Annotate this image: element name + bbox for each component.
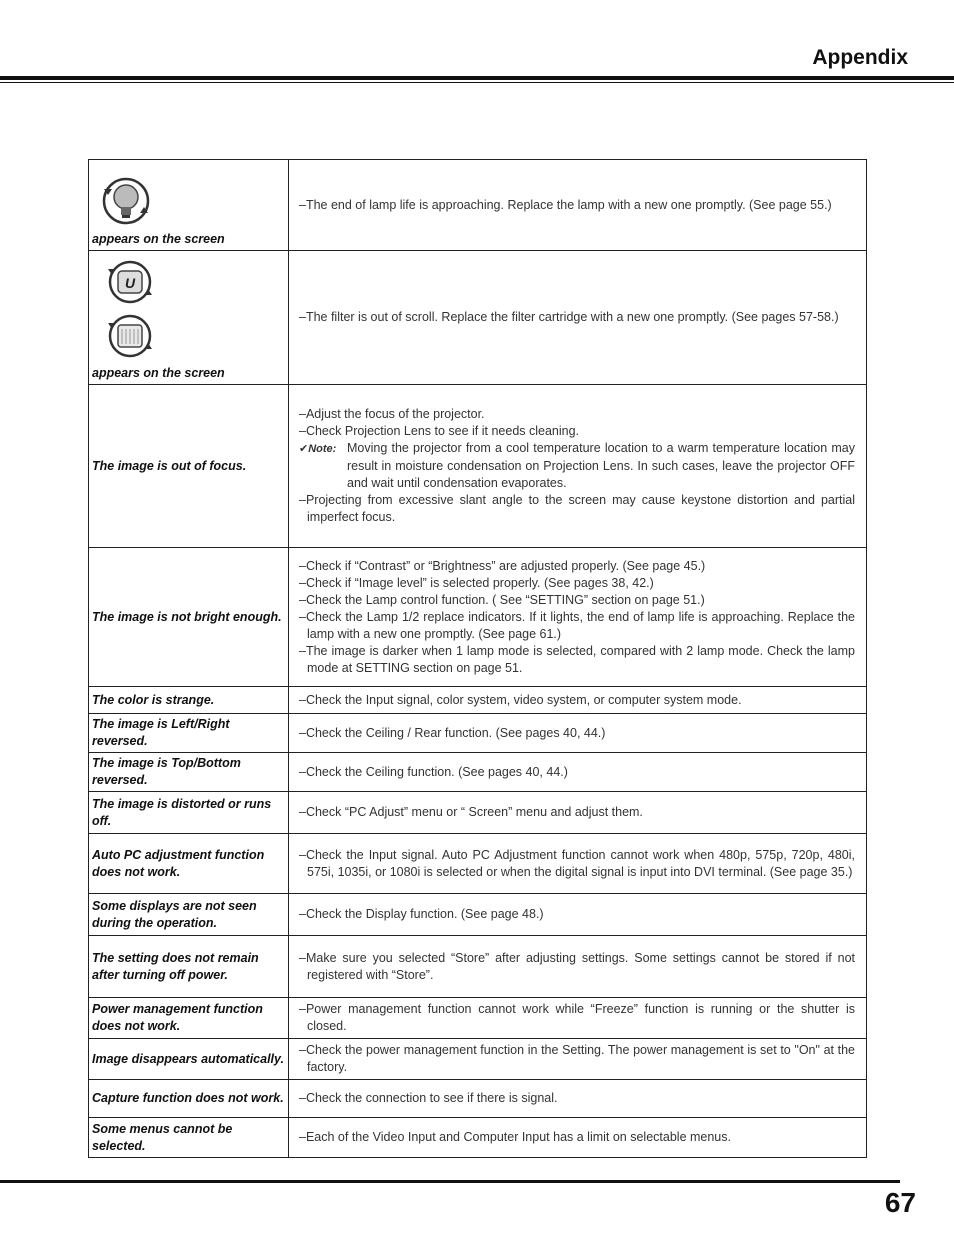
table-row bbox=[89, 998, 867, 1039]
filter-scroll-icon bbox=[106, 311, 158, 361]
problem-cell: The image is Top/Bottom reversed. bbox=[89, 753, 289, 792]
problem-cell: Image disappears automatically. bbox=[89, 1039, 289, 1080]
remedy-cell bbox=[289, 998, 867, 1039]
remedy-line: –Check Projection Lens to see if it needs cleaning. bbox=[299, 424, 580, 438]
remedy-cell bbox=[289, 1118, 867, 1158]
table-row bbox=[89, 548, 867, 687]
remedy-line: –Make sure you selected “Store” after adjusting settings. Some settings cannot be stored if not registered with “Store”. bbox=[299, 950, 855, 982]
remedy-cell bbox=[289, 160, 867, 251]
remedy-line: –Power management function cannot work while “Freeze” function is running or the shutter is closed. bbox=[299, 1002, 855, 1033]
table-row bbox=[89, 385, 867, 548]
table-row bbox=[89, 894, 867, 936]
problem-cell: The image is Left/Right reversed. bbox=[89, 714, 289, 753]
table-row bbox=[89, 160, 867, 251]
note bbox=[299, 440, 855, 492]
remedy-cell bbox=[289, 385, 867, 548]
note-text: Moving the projector from a cool temperature location to a warm temperature location may result in moisture condensation on Projection Lens. In such cases, leave the projector OFF and wait until condensation evaporates. bbox=[347, 441, 855, 490]
remedy-cell bbox=[289, 753, 867, 792]
remedy-cell bbox=[289, 936, 867, 998]
troubleshooting-table bbox=[88, 159, 867, 1158]
remedy-line: –The end of lamp life is approaching. Replace the lamp with a new one promptly. (See page 55.) bbox=[299, 197, 832, 212]
footer-rule bbox=[0, 1180, 900, 1183]
remedy-cell bbox=[289, 834, 867, 894]
problem-cell: Some displays are not seen during the operation. bbox=[89, 894, 289, 936]
remedy-line: –Check the Lamp control function. ( See “SETTING” section on page 51.) bbox=[299, 592, 705, 607]
problem-cell: Power management function does not work. bbox=[89, 998, 289, 1039]
table-row bbox=[89, 251, 867, 385]
remedy-cell bbox=[289, 894, 867, 936]
header-rule-thin bbox=[0, 82, 954, 83]
page-header-title: Appendix bbox=[812, 46, 908, 69]
table-row bbox=[89, 1118, 867, 1158]
problem-cell: U appears on the screen bbox=[89, 251, 289, 385]
problem-cell: Capture function does not work. bbox=[89, 1080, 289, 1118]
remedy-line: –Check the power management function in the Setting. The power management is set to "On" at the factory. bbox=[299, 1043, 855, 1074]
lamp-replace-icon bbox=[100, 175, 152, 227]
table-row bbox=[89, 936, 867, 998]
problem-cell: The color is strange. bbox=[89, 687, 289, 714]
header-rule-thick bbox=[0, 76, 954, 80]
remedy-cell bbox=[289, 714, 867, 753]
table-row bbox=[89, 792, 867, 834]
remedy-line: –Projecting from excessive slant angle to the screen may cause keystone distortion and partial imperfect focus. bbox=[299, 493, 855, 524]
filter-cartridge-icon bbox=[106, 257, 158, 307]
remedy-line: –Check if “Image level” is selected properly. (See pages 38, 42.) bbox=[299, 575, 654, 590]
problem-cell: The image is not bright enough. bbox=[89, 548, 289, 687]
remedy-cell bbox=[289, 687, 867, 714]
problem-cell: appears on the screen bbox=[89, 160, 289, 251]
table-row bbox=[89, 753, 867, 792]
remedy-line: –Check the Ceiling function. (See pages 40, 44.) bbox=[299, 764, 568, 779]
remedy-line: –The image is darker when 1 lamp mode is selected, compared with 2 lamp mode. Check the lamp mode at SETTING section on page 51. bbox=[299, 643, 855, 675]
remedy-cell bbox=[289, 792, 867, 834]
problem-cell: The setting does not remain after turning off power. bbox=[89, 936, 289, 998]
problem-cell: The image is distorted or runs off. bbox=[89, 792, 289, 834]
remedy-line: –Check “PC Adjust” menu or “ Screen” menu and adjust them. bbox=[299, 805, 643, 819]
remedy-cell bbox=[289, 251, 867, 385]
remedy-line: –The filter is out of scroll. Replace the filter cartridge with a new one promptly. (See pages 57-58.) bbox=[299, 310, 839, 324]
table-row bbox=[89, 1039, 867, 1080]
remedy-cell bbox=[289, 1080, 867, 1118]
problem-cell: Some menus cannot be selected. bbox=[89, 1118, 289, 1158]
page-number: 67 bbox=[884, 1187, 916, 1218]
remedy-line: –Check the Ceiling / Rear function. (See pages 40, 44.) bbox=[299, 725, 606, 740]
remedy-line: –Check the connection to see if there is signal. bbox=[299, 1091, 558, 1105]
table-row bbox=[89, 1080, 867, 1118]
note-label: ✔Note: bbox=[299, 443, 337, 455]
remedy-line: –Check the Lamp 1/2 replace indicators. If it lights, the end of lamp life is approaching. Replace the lamp with a new one promptly. (See page 61.) bbox=[299, 609, 855, 641]
table-row bbox=[89, 714, 867, 753]
remedy-line: –Adjust the focus of the projector. bbox=[299, 407, 485, 421]
table-row bbox=[89, 834, 867, 894]
remedy-line: –Check if “Contrast” or “Brightness” are adjusted properly. (See page 45.) bbox=[299, 558, 706, 573]
remedy-line: –Each of the Video Input and Computer Input has a limit on selectable menus. bbox=[299, 1130, 731, 1144]
remedy-line: –Check the Input signal. Auto PC Adjustment function cannot work when 480p, 575p, 720p, 480i, 575i, 1035i, or 1080i is selected or when the digital signal is input into DVI terminal. (See page 35.) bbox=[299, 847, 855, 879]
table-row bbox=[89, 687, 867, 714]
svg-text:U: U bbox=[124, 275, 136, 291]
remedy-cell bbox=[289, 548, 867, 687]
remedy-cell bbox=[289, 1039, 867, 1080]
remedy-line: –Check the Input signal, color system, video system, or computer system mode. bbox=[299, 692, 742, 707]
problem-cell: Auto PC adjustment function does not work. bbox=[89, 834, 289, 894]
problem-cell: The image is out of focus. bbox=[89, 385, 289, 548]
remedy-line: –Check the Display function. (See page 48.) bbox=[299, 907, 544, 921]
